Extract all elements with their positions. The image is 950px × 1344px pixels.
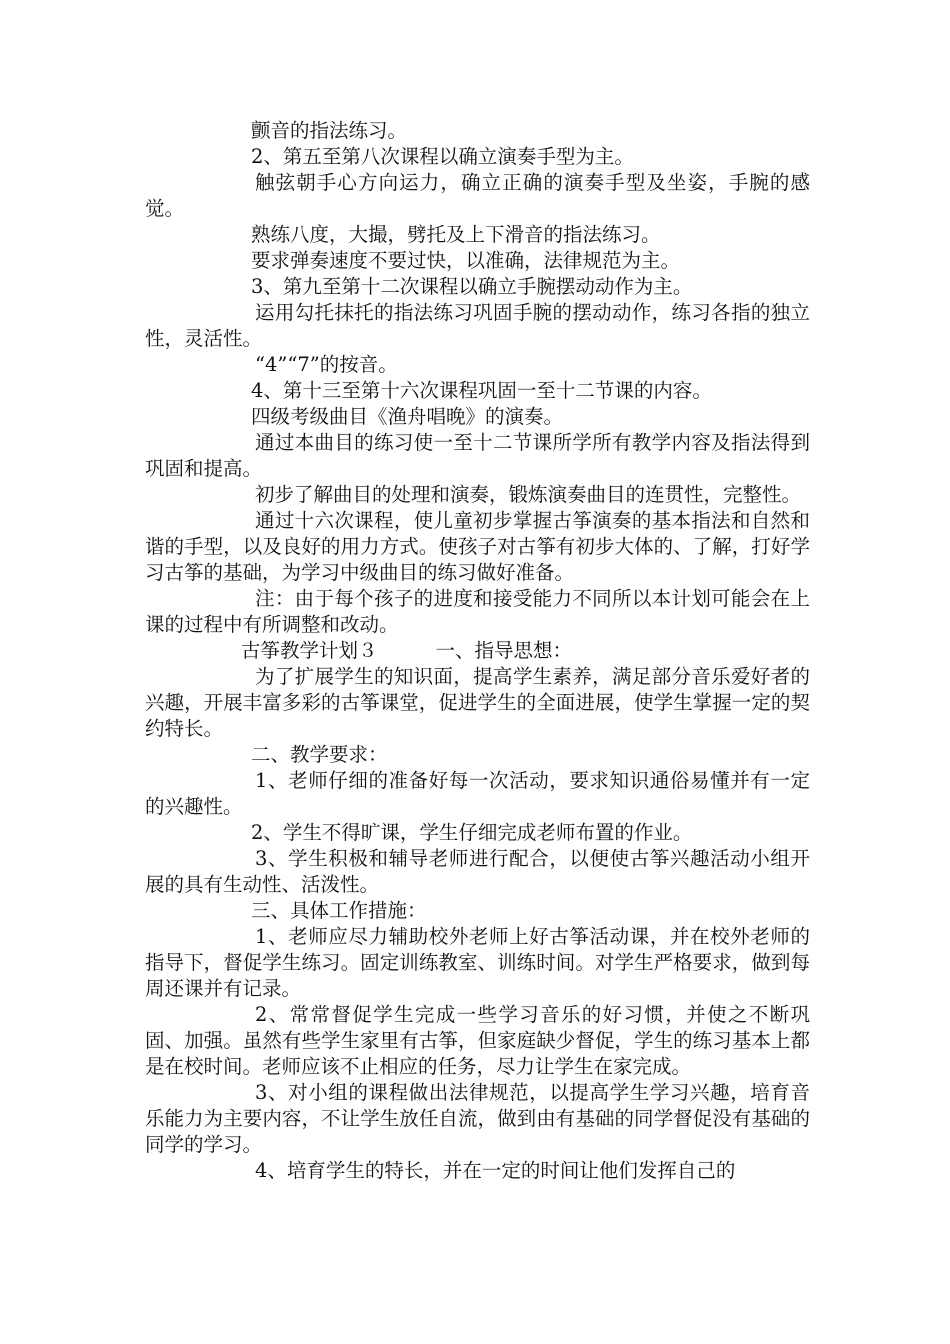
paragraph-measure-2: 2、常常督促学生完成一些学习音乐的好习惯，并使之不断巩固、加强。虽然有些学生家里有古筝，但家庭缺少督促，学生的练习基本上都是在校时间。老师应该不止相应的任务，尽力让学生在家完成。 [145, 1003, 810, 1078]
paragraph-requirement-1: 1、老师仔细的准备好每一次活动，要求知识通俗易懂并有一定的兴趣性。 [145, 769, 810, 818]
paragraph-lessons-9-12: 3、第九至第十二次课程以确立手腕摆动动作为主。 [251, 275, 693, 298]
paragraph-requirement-3: 3、学生积极和辅导老师进行配合，以便使古筝兴趣活动小组开展的具有生动性、活泼性。 [145, 847, 810, 896]
paragraph-measure-3: 3、对小组的课程做出法律规范，以提高学生学习兴趣，培育音乐能力为主要内容，不让学生放任自流，做到由有基础的同学督促没有基础的同学的学习。 [145, 1081, 810, 1156]
paragraph-press-notes: “4”“7”的按音。 [255, 353, 398, 376]
paragraph-vibrato-practice: 颤音的指法练习。 [251, 119, 408, 142]
section-heading-teaching-requirements: 二、教学要求： [251, 743, 388, 766]
paragraph-measure-1: 1、老师应尽力辅助校外老师上好古筝活动课，并在校外老师的指导下，督促学生练习。固定训练教室、训练时间。对学生严格要求，做到每周还课并有记录。 [145, 925, 810, 1000]
paragraph-measure-4: 4、培育学生的特长，并在一定的时间让他们发挥自己的 [255, 1159, 736, 1182]
paragraph-requirement-2: 2、学生不得旷课，学生仔细完成老师布置的作业。 [251, 821, 693, 844]
paragraph-note: 注：由于每个孩子的进度和接受能力不同所以本计划可能会在上课的过程中有所调整和改动。 [145, 587, 810, 636]
paragraph-lessons-13-16: 4、第十三至第十六次课程巩固一至十二节课的内容。 [251, 379, 712, 402]
plan-title: 古筝教学计划３ [241, 639, 378, 662]
section-heading-guiding-ideas: 一、指导思想： [435, 639, 573, 662]
section-heading-work-measures: 三、具体工作措施： [251, 899, 427, 922]
paragraph-piece-processing: 初步了解曲目的处理和演奏，锻炼演奏曲目的连贯性，完整性。 [255, 483, 802, 506]
paragraph-lessons-5-8: 2、第五至第八次课程以确立演奏手型为主。 [251, 145, 634, 168]
paragraph-guiding-ideas: 为了扩展学生的知识面，提高学生素养，满足部分音乐爱好者的兴趣，开展丰富多彩的古筝课堂，促进学生的全面进展，使学生掌握一定的契约特长。 [145, 665, 810, 740]
document-page [145, 118, 810, 1184]
paragraph-wrist-motion: 运用勾托抹托的指法练习巩固手腕的摆动动作，练习各指的独立性，灵活性。 [145, 301, 810, 350]
paragraph-hand-shape: 触弦朝手心方向运力，确立正确的演奏手型及坐姿，手腕的感觉。 [145, 171, 810, 220]
paragraph-exam-piece: 四级考级曲目《渔舟唱晚》的演奏。 [251, 405, 564, 428]
paragraph-consolidation: 通过本曲目的练习使一至十二节课所学所有教学内容及指法得到巩固和提高。 [145, 431, 810, 480]
paragraph-speed-requirement: 要求弹奏速度不要过快，以准确，法律规范为主。 [251, 249, 681, 272]
paragraph-summary: 通过十六次课程，使儿童初步掌握古筝演奏的基本指法和自然和谐的手型，以及良好的用力方式。使孩子对古筝有初步大体的、了解，打好学习古筝的基础，为学习中级曲目的练习做好准备。 [145, 509, 810, 584]
paragraph-octave-practice: 熟练八度，大撮，劈托及上下滑音的指法练习。 [251, 223, 661, 246]
plan-title-line [145, 638, 810, 664]
